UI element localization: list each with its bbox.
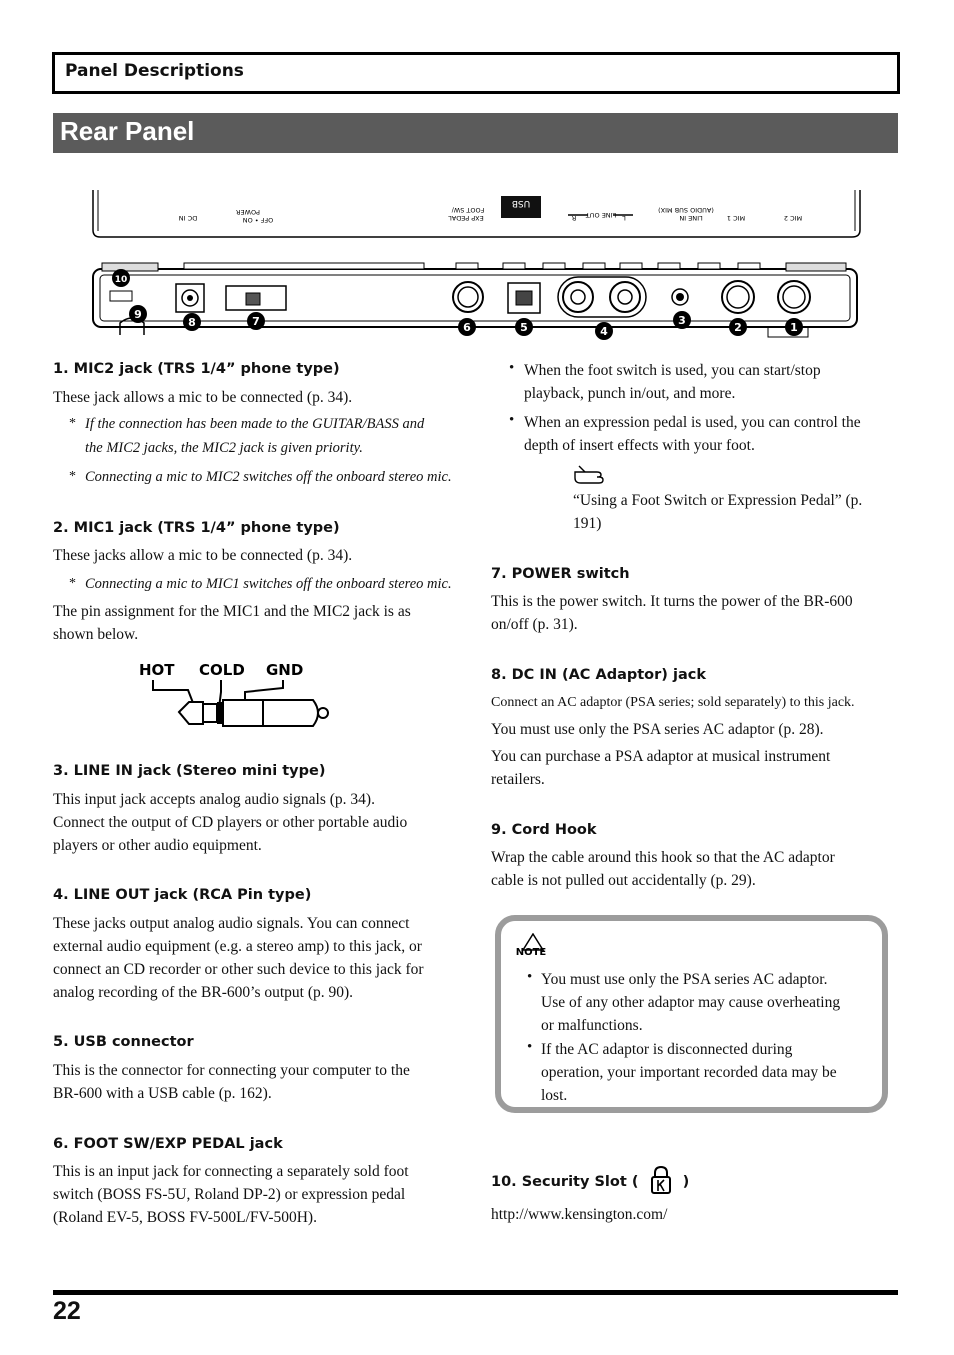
note-text: or malfunctions. bbox=[541, 1017, 643, 1034]
section-header-box bbox=[52, 52, 900, 94]
callout-9 bbox=[129, 305, 147, 323]
diagram-label: MIC 2 bbox=[783, 214, 803, 222]
callout-4 bbox=[595, 322, 613, 340]
security-heading-text: 10. Security Slot ( bbox=[491, 1174, 639, 1190]
note-text: If the connection has been made to the GUITAR/BASS and bbox=[85, 416, 425, 432]
paragraph: Wrap the cable around this hook so that the AC adaptor bbox=[491, 849, 835, 866]
pointing-hand-icon bbox=[573, 464, 611, 486]
footer-rule bbox=[53, 1290, 898, 1295]
page-title: Rear Panel bbox=[60, 116, 195, 146]
diagram-label: USB bbox=[511, 198, 531, 208]
diagram-label: LINE IN bbox=[679, 214, 703, 222]
svg-text:4: 4 bbox=[600, 325, 608, 338]
bullet-mark: • bbox=[509, 412, 515, 428]
paragraph: Connect an AC adaptor (PSA series; sold separately) to this jack. bbox=[491, 695, 855, 710]
paragraph: switch (BOSS FS-5U, Roland DP-2) or expression pedal bbox=[53, 1186, 406, 1203]
note-text: lost. bbox=[541, 1087, 568, 1104]
note-text: You must use only the PSA series AC adaptor. bbox=[541, 971, 828, 988]
reference-text: 191) bbox=[573, 515, 602, 532]
svg-text:1: 1 bbox=[790, 321, 798, 334]
paragraph: This is an input jack for connecting a separately sold foot bbox=[53, 1163, 409, 1180]
paragraph: This is the connector for connecting your computer to the bbox=[53, 1062, 410, 1079]
callout-8 bbox=[183, 313, 201, 331]
note-text: Use of any other adaptor may cause overheating bbox=[541, 994, 841, 1011]
security-heading-close: ) bbox=[682, 1174, 690, 1190]
note-label: NOTE bbox=[515, 947, 547, 958]
note-text: the MIC2 jacks, the MIC2 jack is given priority. bbox=[85, 440, 363, 456]
bullet-mark: • bbox=[527, 1039, 533, 1055]
section-heading: 9. Cord Hook bbox=[491, 822, 597, 838]
callout-7 bbox=[247, 312, 265, 330]
paragraph: on/off (p. 31). bbox=[491, 616, 578, 633]
note-text: Connecting a mic to MIC1 switches off the onboard stereo mic. bbox=[85, 576, 452, 592]
pin-cold-label: COLD bbox=[199, 661, 245, 679]
callout-6 bbox=[458, 318, 476, 336]
svg-text:10: 10 bbox=[114, 275, 128, 285]
section-heading: 6. FOOT SW/EXP PEDAL jack bbox=[53, 1136, 283, 1152]
paragraph: This is the power switch. It turns the power of the BR-600 bbox=[491, 593, 853, 610]
paragraph: These jack allows a mic to be connected (p. 34). bbox=[53, 389, 353, 406]
paragraph: These jacks output analog audio signals. You can connect bbox=[53, 915, 410, 932]
diagram-label: DC IN bbox=[178, 214, 198, 222]
note-text: Connecting a mic to MIC2 switches off the onboard stereo mic. bbox=[85, 469, 452, 485]
diagram-label: L bbox=[622, 214, 626, 222]
diagram-label: R bbox=[571, 214, 577, 222]
trs-pin-diagram bbox=[133, 656, 333, 736]
diagram-label: OFF • ON bbox=[242, 216, 274, 224]
pin-hot-label: HOT bbox=[139, 661, 175, 679]
rear-panel-diagram bbox=[88, 185, 868, 345]
section-heading: 1. MIC2 jack (TRS 1/4” phone type) bbox=[53, 361, 340, 377]
page-title-bar bbox=[53, 113, 898, 153]
note-text: operation, your important recorded data may be bbox=[541, 1064, 837, 1081]
callout-10 bbox=[112, 269, 130, 287]
paragraph: This input jack accepts analog audio signals (p. 34). bbox=[53, 791, 375, 808]
section-heading: 5. USB connector bbox=[53, 1034, 194, 1050]
footnote-mark: * bbox=[69, 576, 76, 591]
paragraph: BR-600 with a USB cable (p. 162). bbox=[53, 1085, 272, 1102]
diagram-label: LINE OUT bbox=[585, 211, 617, 219]
paragraph: Connect the output of CD players or other portable audio bbox=[53, 814, 408, 831]
section-heading: 2. MIC1 jack (TRS 1/4” phone type) bbox=[53, 520, 340, 536]
svg-text:7: 7 bbox=[252, 315, 260, 328]
page-number: 22 bbox=[53, 1297, 81, 1325]
paragraph: external audio equipment (e.g. a stereo amp) to this jack, or bbox=[53, 938, 422, 955]
kensington-url: http://www.kensington.com/ bbox=[491, 1206, 668, 1223]
diagram-label: MIC 1 bbox=[726, 214, 746, 222]
footnote-mark: * bbox=[69, 416, 76, 431]
svg-text:5: 5 bbox=[520, 321, 528, 334]
diagram-label: (AUDIO SUB MIX) bbox=[658, 206, 714, 214]
reference-text: “Using a Foot Switch or Expression Pedal” (p. bbox=[573, 492, 863, 509]
svg-text:3: 3 bbox=[678, 314, 686, 327]
note-box bbox=[495, 915, 888, 1113]
callout-5 bbox=[515, 318, 533, 336]
paragraph: analog recording of the BR-600’s output (p. 90). bbox=[53, 984, 354, 1001]
section-title: Panel Descriptions bbox=[65, 61, 244, 81]
paragraph: You must use only the PSA series AC adaptor (p. 28). bbox=[491, 721, 824, 738]
paragraph: When an expression pedal is used, you can control the bbox=[524, 414, 861, 431]
svg-text:8: 8 bbox=[188, 316, 196, 329]
diagram-label: EXP PEDAL bbox=[448, 214, 484, 222]
pin-gnd-label: GND bbox=[266, 661, 304, 679]
paragraph: You can purchase a PSA adaptor at musical instrument bbox=[491, 748, 831, 765]
footnote-mark: * bbox=[69, 469, 76, 484]
warning-triangle-icon bbox=[512, 933, 554, 959]
paragraph: These jacks allow a mic to be connected (p. 34). bbox=[53, 547, 353, 564]
section-heading: 8. DC IN (AC Adaptor) jack bbox=[491, 667, 706, 683]
paragraph: players or other audio equipment. bbox=[53, 837, 262, 854]
kensington-lock-icon bbox=[650, 1165, 672, 1195]
bullet-mark: • bbox=[509, 360, 515, 376]
callout-3 bbox=[673, 311, 691, 329]
note-text: If the AC adaptor is disconnected during bbox=[541, 1041, 793, 1058]
diagram-label: POWER bbox=[235, 208, 261, 216]
svg-text:9: 9 bbox=[134, 308, 142, 321]
svg-text:2: 2 bbox=[734, 321, 742, 334]
paragraph: cable is not pulled out accidentally (p. 29). bbox=[491, 872, 756, 889]
paragraph: (Roland EV-5, BOSS FV-500L/FV-500H). bbox=[53, 1209, 317, 1226]
paragraph: playback, punch in/out, and more. bbox=[524, 385, 736, 402]
paragraph: retailers. bbox=[491, 771, 545, 788]
section-heading: 3. LINE IN jack (Stereo mini type) bbox=[53, 763, 326, 779]
paragraph: depth of insert effects with your foot. bbox=[524, 437, 755, 454]
paragraph: shown below. bbox=[53, 626, 139, 643]
paragraph: When the foot switch is used, you can start/stop bbox=[524, 362, 821, 379]
section-heading: 4. LINE OUT jack (RCA Pin type) bbox=[53, 887, 312, 903]
section-heading bbox=[491, 1165, 689, 1195]
callout-1 bbox=[785, 318, 803, 336]
diagram-label: FOOT SW/ bbox=[451, 206, 485, 214]
svg-text:6: 6 bbox=[463, 321, 471, 334]
bullet-mark: • bbox=[527, 969, 533, 985]
section-heading: 7. POWER switch bbox=[491, 566, 630, 582]
callout-2 bbox=[729, 318, 747, 336]
paragraph: The pin assignment for the MIC1 and the MIC2 jack is as bbox=[53, 603, 411, 620]
paragraph: connect an CD recorder or other such device to this jack for bbox=[53, 961, 424, 978]
